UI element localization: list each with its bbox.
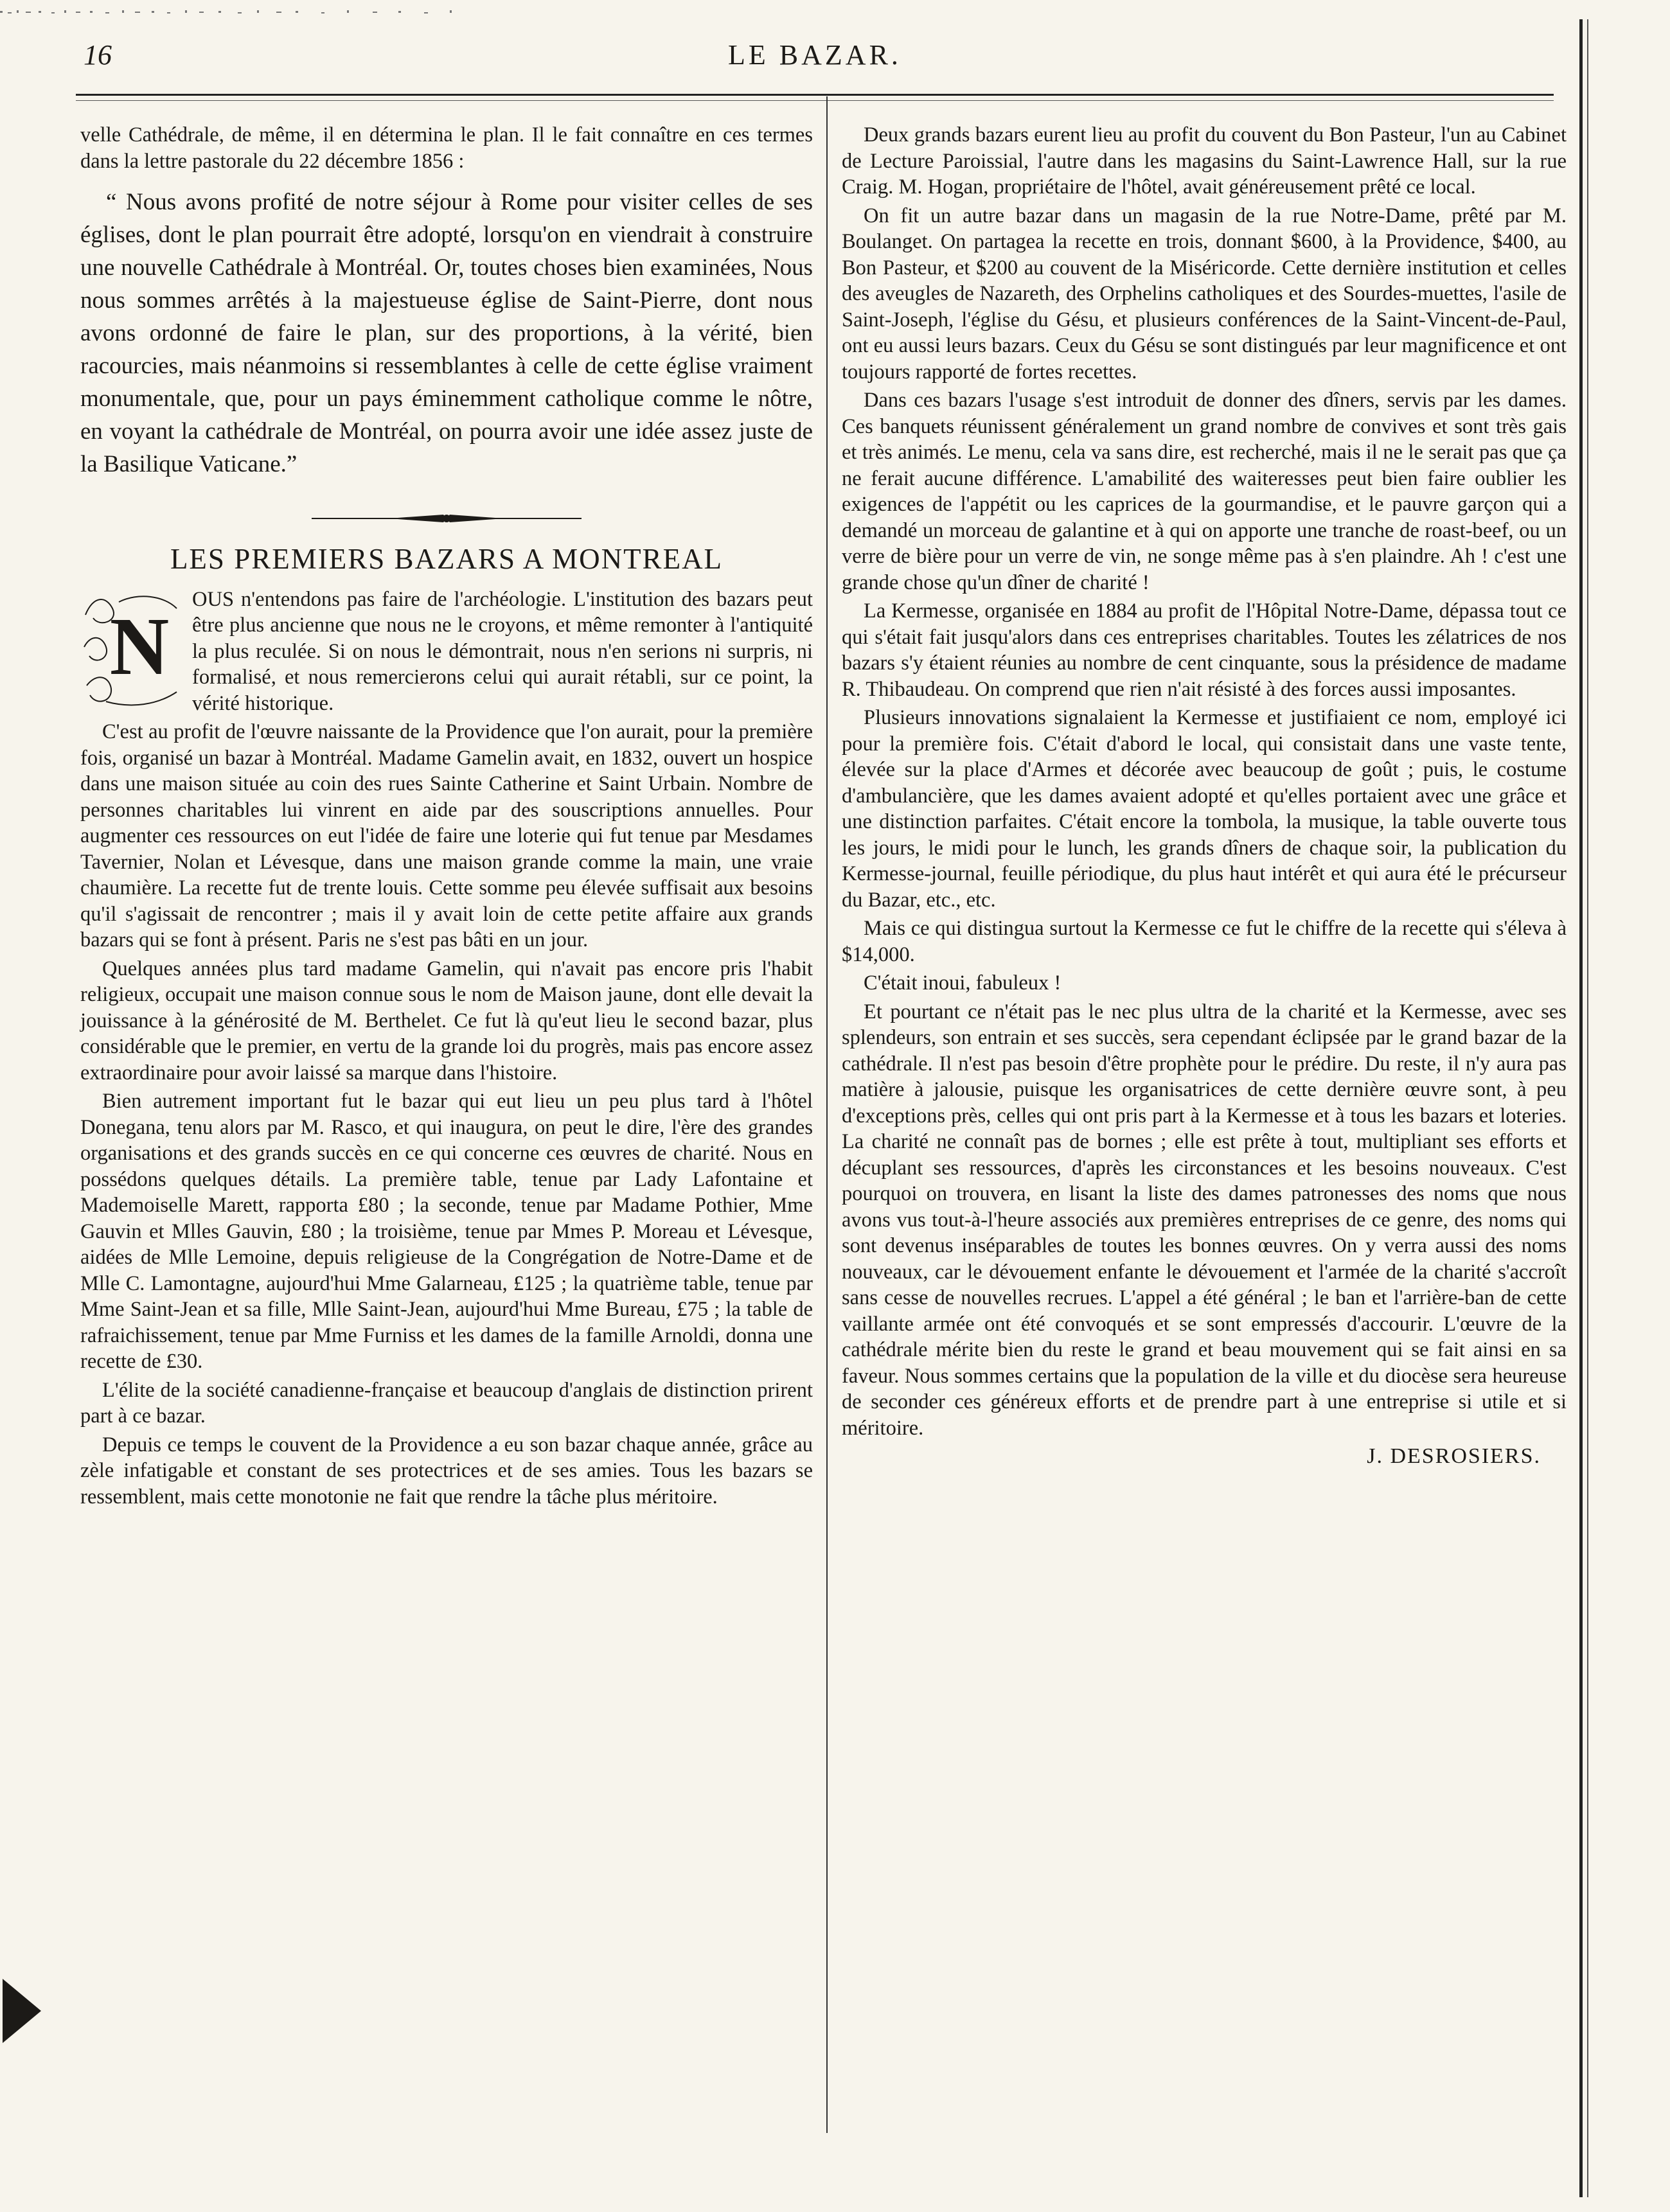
left-paragraph: Bien autrement important fut le bazar qui eut lieu un peu plus tard à l'hôtel Donegana, tenu alors par M. Rasco, et qui inaugura, on peut le dire, l'ère des grandes organisations et des grands succès en ce qui concerne ces œuvres de charité. Nous en possédons quelques détails. La première table, tenue par Lady Lafontaine et Mademoiselle Marett, rapporta £80 ; la seconde, tenue par Madame Pothier, Mme Gauvin et Mlles Gauvin, £80 ; la troisième, tenue par Mmes P. Moreau et Lévesque, aidées de Mlle Lemoine, depuis religieuse de la Congrégation de Notre-Dame et de Mlle C. Lamontagne, aujourd'hui Mme Galarneau, £125 ; la quatrième table, tenue par Mme Saint-Jean et sa fille, Mlle Saint-Jean, aujourd'hui Mme Bureau, £75 ; la table de rafraichissement, tenue par Mme Furniss et les dames de la famille Arnoldi, donna une recette de £30. <box>80 1090 813 1373</box>
right-column <box>842 122 1567 1470</box>
right-paragraph: La Kermesse, organisée en 1884 au profit de l'Hôpital Notre-Dame, dépassa tout ce qui s'était fait jusqu'alors dans ces entreprises charitables. Toutes les zélatrices de nos bazars s'y étaient réunies au nombre de cent cinquante, sous la présidence de madame R. Thibaudeau. On comprend que rien n'ait résisté à des forces aussi imposantes. <box>842 599 1567 701</box>
page-edge-bar <box>1579 19 1583 2197</box>
author-signature: J. DESROSIERS. <box>1367 1444 1541 1468</box>
section-title: LES PREMIERS BAZARS A MONTREAL <box>170 543 724 575</box>
scan-noise-marks <box>0 9 501 17</box>
opening-lines: velle Cathédrale, de même, il en détermina le plan. Il le fait connaître en ces termes dans la lettre pastorale du 22 décembre 1856 : <box>80 123 813 173</box>
left-paragraph: Depuis ce temps le couvent de la Providence a eu son bazar chaque année, grâce au zèle infatigable et constant de ses protectrices et de ses amies. Tous les bazars se ressemblent, mais cette monotonie ne fait que rendre la tâche plus méritoire. <box>80 1433 813 1509</box>
right-paragraph: Deux grands bazars eurent lieu au profit du couvent du Bon Pasteur, l'un au Cabinet de Lecture Paroissial, l'autre dans les magasins du Saint-Lawrence Hall, sur la rue Craig. M. Hogan, propriétaire de l'hôtel, avait généreusement prêté ce local. <box>842 123 1567 199</box>
ornate-initial-icon <box>80 589 183 711</box>
right-paragraph: Mais ce qui distingua surtout la Kermesse ce fut le chiffre de la recette qui s'éleva à $14,000. <box>842 917 1567 966</box>
header-rule <box>76 94 1554 96</box>
triangle-margin-mark-icon <box>3 1979 41 2043</box>
page-number: 16 <box>84 39 112 71</box>
quote-text: “ Nous avons profité de notre séjour à Rome pour visiter celles de ses églises, dont le plan pourrait être adopté, lorsqu'on en viendrait à construire une nouvelle Cathédrale à Montréal. Or, toutes choses bien examinées, Nous nous sommes arrêtés à la majestueuse église de Saint-Pierre, dont nous avons ordonné de faire le plan, sur des proportions, à la vérité, bien racourcies, mais néanmoins si ressemblantes à celle de cette église vraiment monumentale, que, pour un pays éminemment catholique comme le nôtre, en voyant la cathédrale de Montréal, on pourra avoir une idée assez juste de la Basilique Vaticane.” <box>80 189 813 477</box>
pastoral-quote <box>80 186 813 481</box>
left-paragraph: L'élite de la société canadienne-française et beaucoup d'anglais de distinction prirent part à ce bazar. <box>80 1378 813 1428</box>
right-paragraph: On fit un autre bazar dans un magasin de la rue Notre-Dame, prêté par M. Boulanget. On partagea la recette en trois, donnant $600, à la Providence, $400, au Bon Pasteur, et $200 au couvent de la Miséricorde. Cette dernière institution et celles des aveugles de Nazareth, des Orphelins catholiques et des Sourdes-muettes, l'asile de Saint-Joseph, l'église du Gésu, et plusieurs conférences de la Saint-Vincent-de-Paul, ont eu aussi leurs bazars. Ceux du Gésu se sont distingués par leur magnificence et ont toujours rapporté de fortes recettes. <box>842 204 1567 384</box>
page-edge-bar-thin <box>1587 19 1588 2197</box>
right-paragraph: Plusieurs innovations signalaient la Kermesse et justifiaient ce nom, employé ici pour la première fois. C'était d'abord le local, qui consistait dans une vaste tente, élevée sur la place d'Armes et décorée avec beaucoup de goût ; puis, le costume d'ambulancière, que les dames avaient adopté et qu'elles portaient avec une grâce et une distinction parfaites. C'était encore la tombola, la musique, la table ouverte tous les jours, le midi pour le lunch, les grands dîners de chaque soir, la publication du Kermesse-journal, feuille périodique, du plus haut intérêt et qui aura été le précurseur du Bazar, etc., etc. <box>842 706 1567 912</box>
right-paragraph: Dans ces bazars l'usage s'est introduit de donner des dîners, servis par les dames. Ces banquets réunissent généralement un grand nombre de convives et sont très gais et très animés. Le menu, cela va sans dire, est recherché, mais il ne le serait pas que ça ne ferait aucune différence. L'amabilité des waiteresses peut bien faire oublier les exigences de l'appétit ou les caprices de la gourmandise, et le pauvre garçon qui a demandé un morceau de galantine et à qui on apporte une tranche de roast-beef, ou un verre de bière pour un verre de vin, ne songe même pas à s'en plaindre. Ah ! c'est une grande chose qu'un dîner de charité ! <box>842 389 1567 594</box>
intro-paragraph <box>80 587 813 717</box>
header-rule-thin <box>76 100 1554 101</box>
ornamental-rule-icon <box>312 510 582 527</box>
left-paragraph: C'est au profit de l'œuvre naissante de la Providence que l'on aurait, pour la première fois, organisé un bazar à Montréal. Madame Gamelin avait, en 1832, ouvert un hospice dans une maison située au coin des rues Sainte Catherine et Saint Urbain. Nombre de personnes charitables lui vinrent en aide par des souscriptions annuelles. Pour augmenter ces ressources on eut l'idée de faire une loterie qui fut tenue par Mesdames Tavernier, Nolan et Lévesque, dans une maison grande comme la main, une vraie chaumière. La recette fut de trente louis. Cette somme peu élevée suffisait aux besoins qu'il s'agissait de rencontrer ; mais il y avait loin de cette petite affaire aux grands bazars qui se font à présent. Paris ne s'est pas bâti en un jour. <box>80 720 813 951</box>
column-divider <box>826 96 828 2133</box>
left-column <box>80 122 813 1512</box>
running-title: LE BAZAR. <box>728 39 902 71</box>
right-paragraph: Et pourtant ce n'était pas le nec plus ultra de la charité et la Kermesse, avec ses splendeurs, son entrain et ses succès, sera cependant éclipsée par le grand bazar de la cathédrale. Il n'est pas besoin d'être prophète pour le prédire. Du reste, il n'y aura pas matière à jalousie, puisque les organisatrices de cette dernière œuvre sont, à peu d'exceptions près, celles qui ont pris part à la Kermesse et à tous les bazars et loteries. La charité ne connaît pas de bornes ; elle est prête à tout, multipliant ses efforts et décuplant ses ressources, d'après les circonstances et les besoins nouveaux. C'est pourquoi on trouvera, en lisant la liste des dames patronesses des noms que nous avons vus tout-à-l'heure associés aux premières entreprises de ce genre, des noms qui sont devenus inséparables de toutes les bonnes œuvres. On y verra aussi des noms nouveaux, car le dévouement enfante le dévouement et l'armée de la charité s'accroît sans cesse de nouvelles recrues. L'appel a été général ; le ban et l'arrière-ban de cette vaillante armée ont été convoqués et se sont empressés d'accourir. L'œuvre de la cathédrale mérite bien du reste le grand et beau mouvement qui se fait ainsi en sa faveur. Nous sommes certains que la population de la ville et du diocèse sera heureuse de seconder ces généreux efforts et de prendre part à une entreprise si utile et si méritoire. <box>842 1000 1567 1440</box>
dropcap-letter: N <box>109 600 170 692</box>
left-paragraph: Quelques années plus tard madame Gamelin, qui n'avait pas encore pris l'habit religieux, occupait une maison connue sous le nom de Maison jaune, dont elle devait la jouissance à la générosité de M. Berthelet. Ce fut là qu'eut lieu le second bazar, plus considérable que le premier, en vertu de la grande loi du progrès, mais pas encore assez extraordinaire pour avoir laissé sa marque dans l'histoire. <box>80 957 813 1084</box>
page-header <box>76 33 1554 78</box>
right-paragraph: C'était inoui, fabuleux ! <box>864 971 1062 995</box>
intro-text: OUS n'entendons pas faire de l'archéologie. L'institution des bazars peut être plus ancienne que nous ne le croyons, et même remonter à l'antiquité la plus reculée. Si on nous le démontrait, nous n'en serions ni surpris, ni formalisé, et nous remercierons celui qui aurait rétabli, sur ce point, la vérité historique. <box>192 587 813 715</box>
